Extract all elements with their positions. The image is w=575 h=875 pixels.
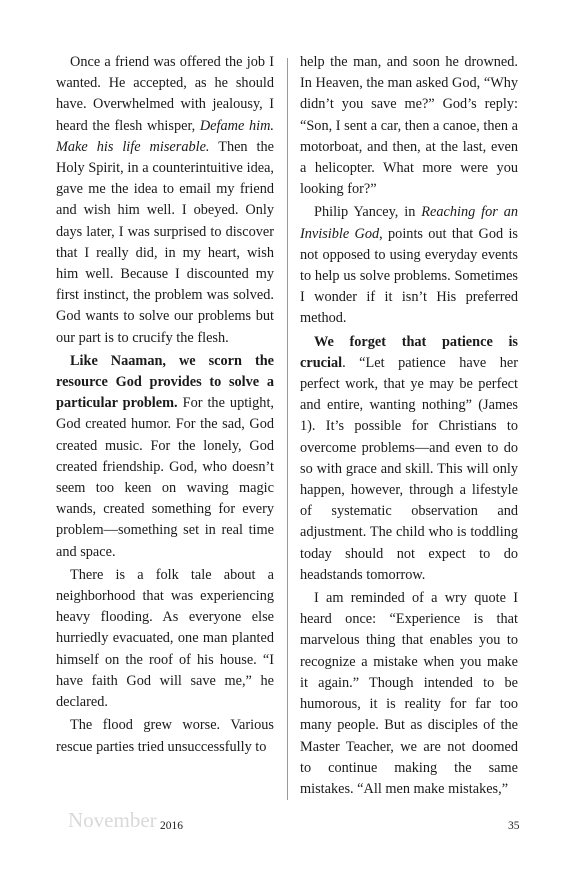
page-number: 35: [508, 820, 520, 832]
column-divider: [287, 58, 288, 800]
paragraph-text: Philip Yancey, in: [314, 204, 422, 221]
italic-text: Defame him. Make his life miserable.: [56, 117, 274, 155]
paragraph: [300, 202, 518, 329]
paragraph: There is a folk tale about a neighborhood that was experiencing heavy flooding. As everyone else hurriedly evacuated, one man planted himself on the roof of his house. “I have faith God will save me,” he declared.: [56, 566, 274, 711]
paragraph: I am reminded of a wry quote I heard once: “Experience is that marvelous thing that enables you to recognize a mistake when you make it again.” Though intended to be humorous, it is reality for far too many people. But as disciples of the Master Teacher, we are not doomed to continue making the same mistakes. “All men make mistakes,”: [300, 590, 518, 797]
paragraph: help the man, and soon he drowned. In Heaven, the man asked God, “Why didn’t you save me?” God’s reply: “Son, I sent a car, then a canoe, then a motorboat, and then, at the last, even a helicopter. What more were you looking for?”: [300, 54, 518, 198]
right-column: [300, 52, 518, 802]
paragraph-text: Once a friend was offered the job I wanted. He accepted, as he should have. Overwhelmed with jealousy, I heard the flesh whisper,: [56, 54, 274, 134]
paragraph-text: , points out that God is not opposed to using everyday events to help us solve problems. Sometimes I wonder if it isn’t His preferred method.: [300, 225, 519, 327]
paragraph: [56, 52, 274, 349]
paragraph: [300, 332, 518, 586]
paragraph: [56, 351, 274, 563]
bold-lead-text: We forget that patience is crucial: [300, 333, 518, 371]
paragraph-text: Then the Holy Spirit, in a counterintuitive idea, gave me the idea to email my friend and wish him well. I obeyed. Only days later, I was surprised to discover that I really did, in my heart, wish him well. Because I discounted my first instinct, the problem was solved. God wants to solve our problems but our part is to crucify the flesh.: [56, 138, 274, 346]
left-column: [56, 52, 274, 760]
bold-lead-text: Like Naaman, we scorn the resource God provides to solve a particular problem.: [56, 352, 274, 412]
italic-text: Reaching for an Invisible God: [300, 204, 518, 242]
footer-year: 2016: [160, 820, 183, 832]
footer-month: November: [68, 808, 157, 832]
paragraph: The flood grew worse. Various rescue parties tried unsuccessfully to: [56, 717, 274, 755]
paragraph-text: . “Let patience have her perfect work, that ye may be perfect and entire, wanting nothing” (James 1). It’s possible for Christians to overcome problems—and even to do so with grace and skill. This will only happen, however, through a lifestyle of systematic observation and adjustment. The child who is toddling today should not expect to do headstands tomorrow.: [300, 354, 518, 583]
paragraph-text: For the uptight, God created humor. For the sad, God created music. For the lonely, God created friendship. God, who doesn’t seem too keen on waving magic wands, created something for every problem—something set in real time and space.: [56, 395, 275, 560]
